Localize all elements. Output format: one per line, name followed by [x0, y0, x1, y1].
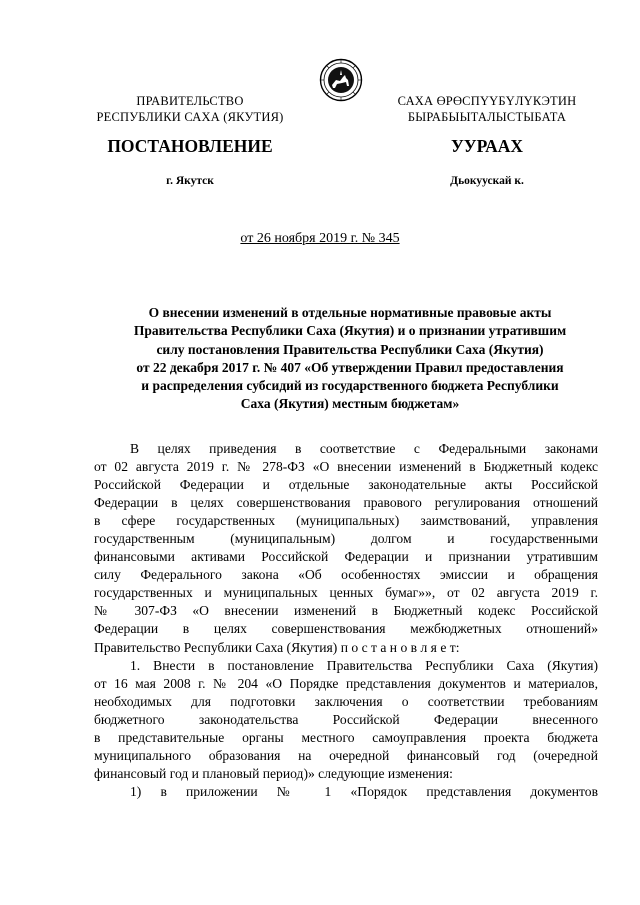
body-line: от 02 августа 2019 г. № 278-ФЗ «О внесении изменений в Бюджетный кодекс: [94, 459, 598, 475]
body-line: государственным (муниципальным) долгом и государственными: [94, 531, 598, 547]
body-line: Федерации в целях совершенствования межбюджетных отношений»: [94, 621, 598, 637]
title-line: от 22 декабря 2017 г. № 407 «Об утверждении Правил предоставления: [136, 359, 564, 375]
city-russian: г. Якутск: [166, 175, 214, 187]
left-organization-name: ПРАВИТЕЛЬСТВО РЕСПУБЛИКИ САХА (ЯКУТИЯ): [96, 94, 284, 124]
body-line: силу Федерального закона «Об особенностях эмиссии и обращения: [94, 567, 598, 583]
title-line: Правительства Республики Саха (Якутия) и о признании утратившим: [133, 323, 567, 339]
document-type-russian: ПОСТАНОВЛЕНИЕ: [107, 136, 273, 156]
body-line: государственных и муниципальных ценных бумаг»», от 02 августа 2019 г.: [94, 585, 598, 601]
body-line: Российской Федерации и отдельные законодательные акты Российской: [94, 477, 598, 493]
city-yakut: Дьокуускай к.: [450, 175, 524, 187]
document-type-yakut: УУРААХ: [450, 136, 524, 156]
body-line: необходимых для подготовки заключения о соответствии требованиям: [94, 693, 598, 709]
body-line: бюджетного законодательства Российской Федерации внесенного: [94, 711, 598, 727]
body-line: Правительство Республики Саха (Якутия) п о с т а н о в л я е т:: [94, 639, 460, 655]
body-line: № 307-ФЗ «О внесении изменений в Бюджетный кодекс Российской: [94, 603, 598, 619]
body-line: финансовый год и плановый период)» следующие изменения:: [94, 765, 453, 781]
coat-of-arms-icon: [319, 58, 363, 102]
body-line: от 16 мая 2008 г. № 204 «О Порядке представления документов и материалов,: [94, 675, 598, 691]
title-line: О внесении изменений в отдельные нормативные правовые акты: [148, 305, 552, 320]
title-line: Саха (Якутия) местным бюджетам»: [240, 396, 460, 412]
body-line: 1. Внести в постановление Правительства Республики Саха (Якутия): [130, 657, 598, 673]
body-line: в сфере государственных (муниципальных) заимствований, управления: [94, 513, 598, 529]
body-line: В целях приведения в соответствие с Федеральными законами: [130, 441, 598, 456]
title-line: и распределения субсидий из государственного бюджета Республики: [141, 378, 559, 394]
document-date-number: от 26 ноября 2019 г. № 345: [240, 231, 400, 246]
body-line: финансовыми активами Российской Федерации и признании утратившим: [94, 549, 598, 565]
body-line: 1) в приложении № 1 «Порядок представления документов: [130, 783, 598, 799]
document-title: [90, 304, 610, 414]
body-line: Федерации в целях совершенствования правового регулирования отношений: [94, 495, 598, 511]
right-organization-name: САХА ӨРӨСПҮҮБҮЛҮКЭТИН БЫРАБЫЫТАЛЫСТЫБАТА: [397, 94, 577, 124]
body-line: муниципального образования на очередной финансовый год (очередной: [94, 747, 598, 763]
document-body: [94, 440, 598, 801]
body-line: в представительные органы местного самоуправления проекта бюджета: [94, 729, 598, 745]
title-line: силу постановления Правительства Республики Саха (Якутия): [156, 341, 544, 357]
